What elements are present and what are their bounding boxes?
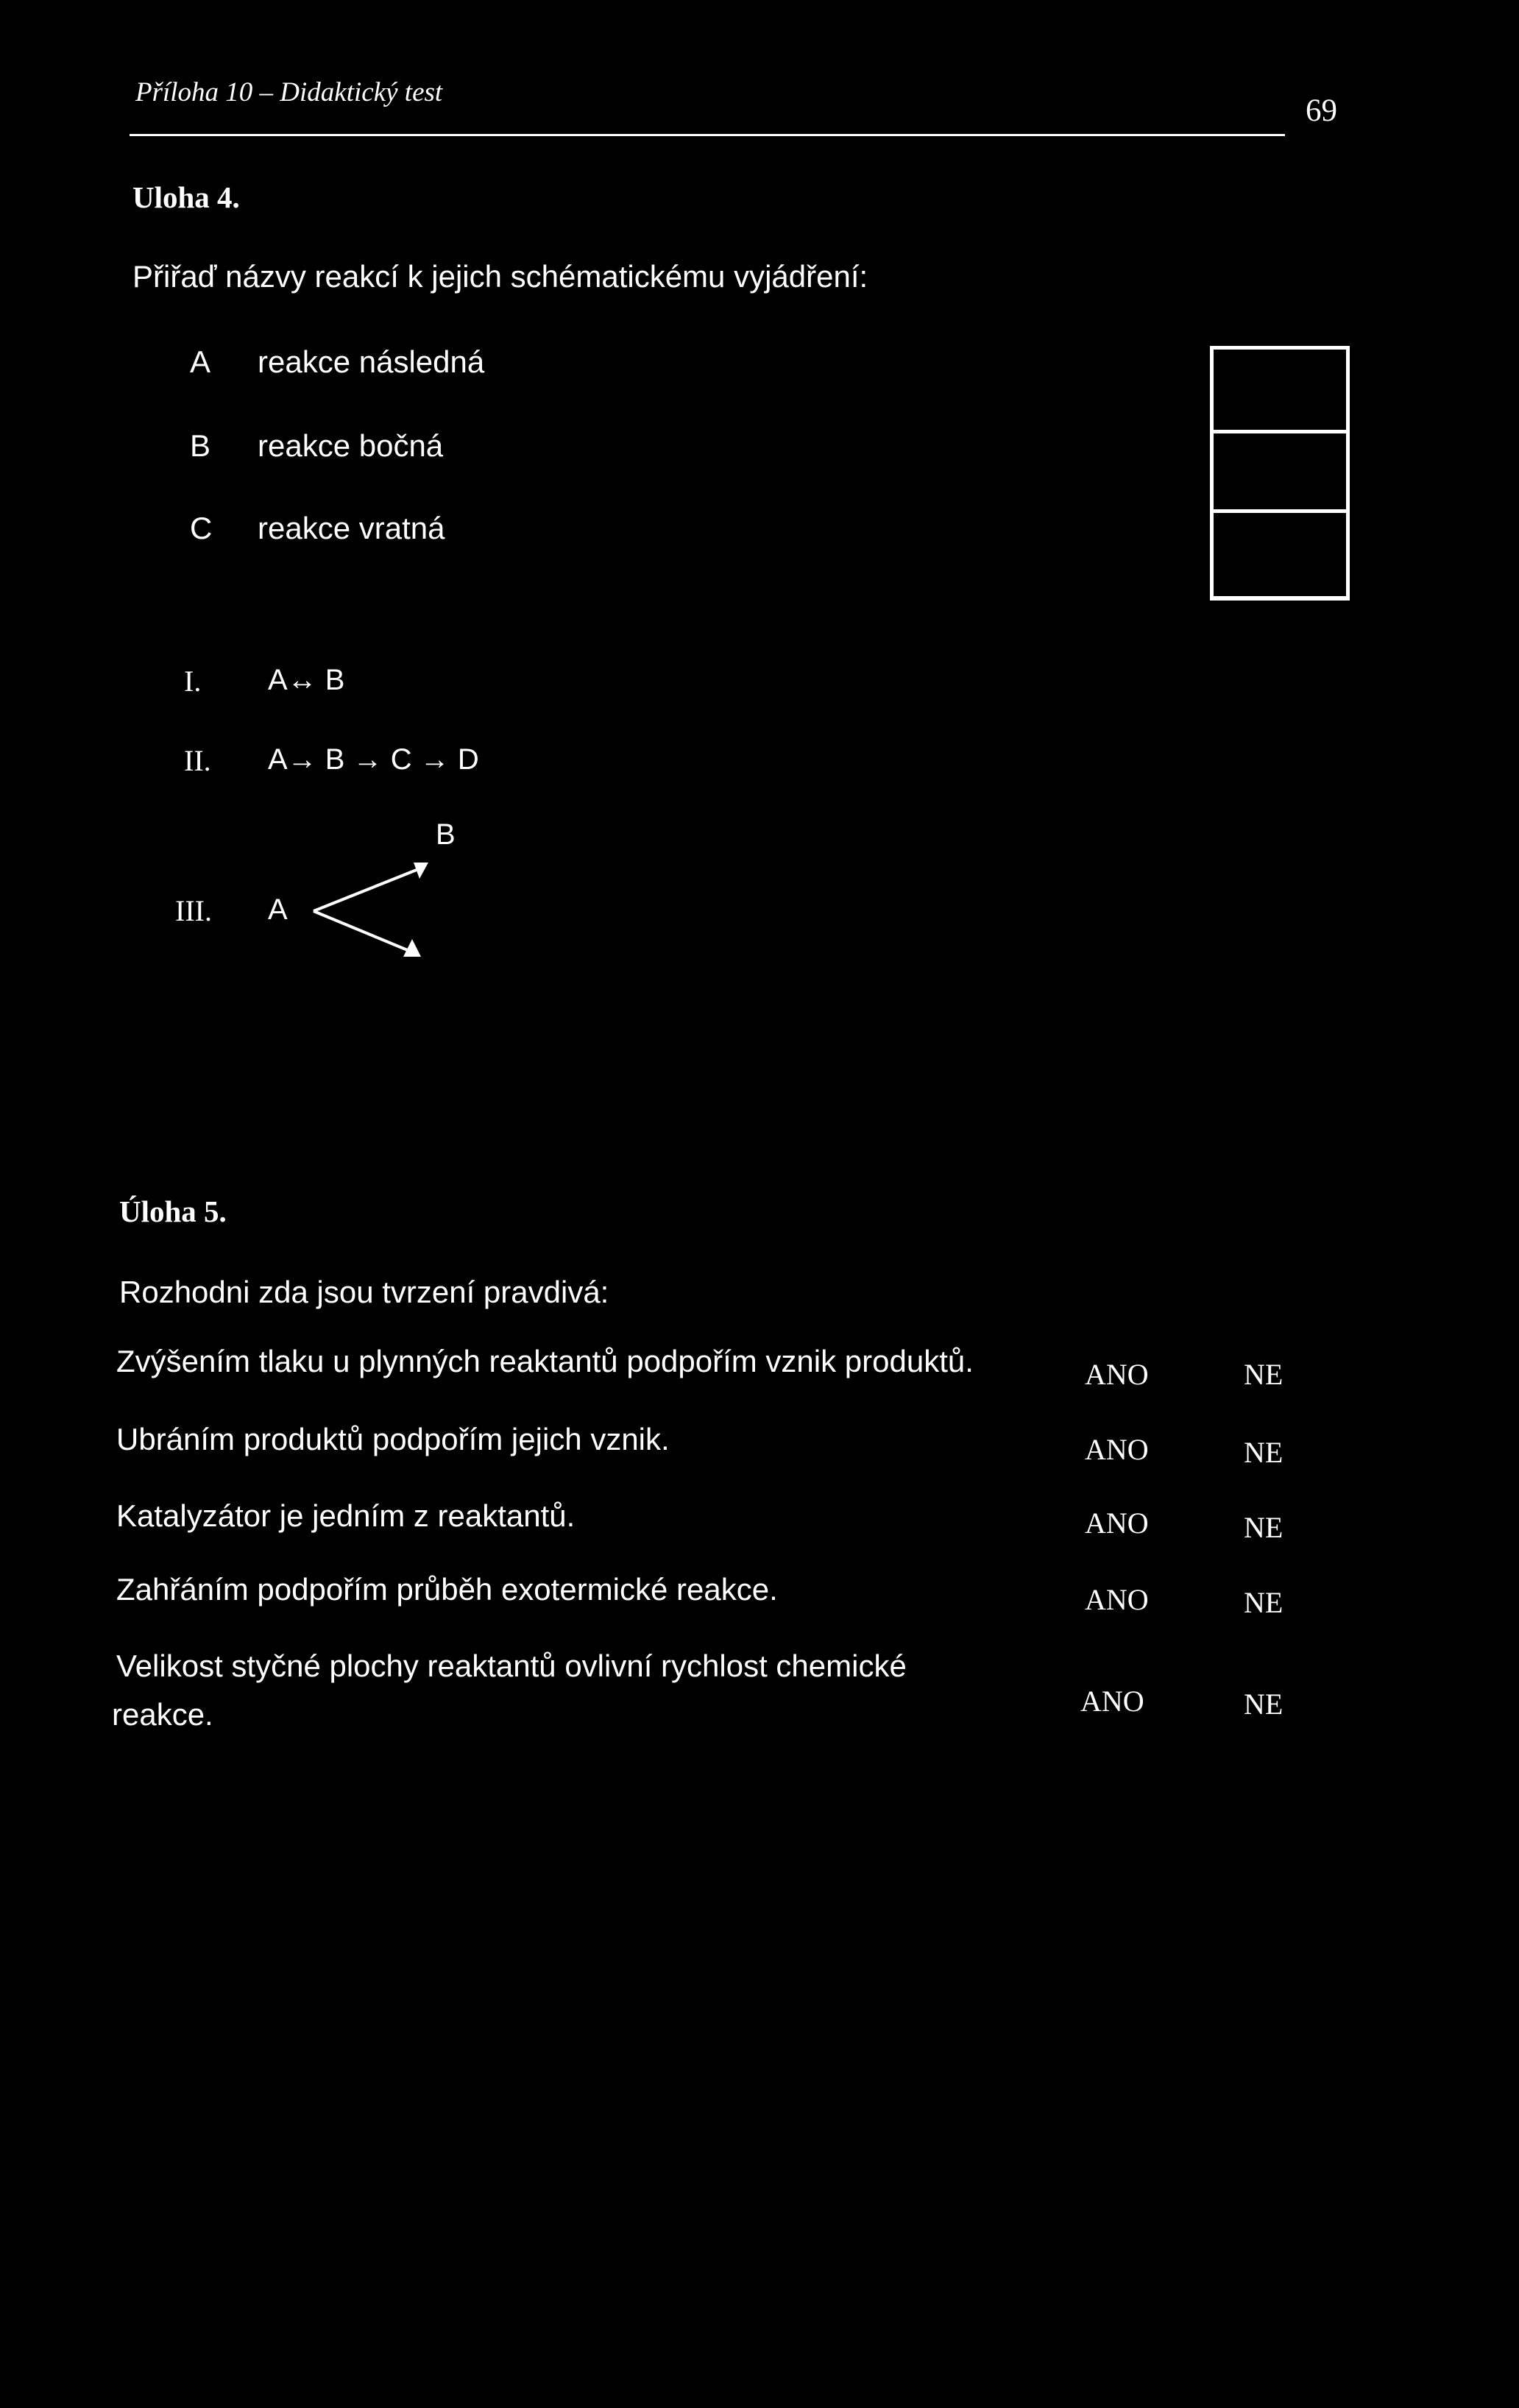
- answer-yes-3[interactable]: ANO: [1085, 1506, 1149, 1540]
- answer-box-bottom: [1210, 596, 1350, 601]
- statement-5-line2: reakce.: [112, 1697, 213, 1732]
- answer-yes-4[interactable]: ANO: [1085, 1583, 1149, 1616]
- answer-box-1[interactable]: [1210, 346, 1350, 433]
- statement-5-line1: Velikost styčné plochy reaktantů ovlivní rychlost chemické: [116, 1649, 907, 1683]
- statement-3: Katalyzátor je jedním z reaktantů.: [116, 1498, 576, 1533]
- answer-no-4[interactable]: NE: [1244, 1586, 1283, 1619]
- option-text-a: reakce následná: [258, 344, 485, 379]
- answer-yes-2[interactable]: ANO: [1085, 1433, 1149, 1466]
- option-letter-c: C: [190, 511, 213, 545]
- page-number: 69: [1306, 93, 1337, 128]
- option-letter-b: B: [190, 428, 211, 463]
- header-rule: [130, 134, 1285, 136]
- option-letter-a: A: [190, 344, 211, 379]
- scheme-consecutive: A→ B → C → D: [268, 743, 479, 776]
- answer-no-3[interactable]: NE: [1244, 1511, 1283, 1544]
- answer-box-3[interactable]: [1210, 509, 1350, 596]
- scheme-reversible: A↔ B: [268, 664, 345, 696]
- answer-box-2[interactable]: [1210, 430, 1350, 512]
- branch-arrows-icon: [309, 860, 434, 963]
- task4-heading: Uloha 4.: [132, 180, 240, 214]
- answer-yes-5[interactable]: ANO: [1080, 1685, 1144, 1718]
- task4-instruction: Přiřaď názvy reakcí k jejich schématickému vyjádření:: [132, 259, 868, 294]
- scheme-label-2: II.: [184, 744, 211, 777]
- option-text-c: reakce vratná: [258, 511, 445, 545]
- statement-2: Ubráním produktů podpořím jejich vznik.: [116, 1422, 670, 1456]
- answer-no-5[interactable]: NE: [1244, 1688, 1283, 1721]
- answer-no-2[interactable]: NE: [1244, 1436, 1283, 1469]
- answer-no-1[interactable]: NE: [1244, 1358, 1283, 1391]
- answer-yes-1[interactable]: ANO: [1085, 1358, 1149, 1391]
- statement-1: Zvýšením tlaku u plynných reaktantů podpořím vznik produktů.: [116, 1344, 974, 1378]
- statement-4: Zahřáním podpořím průběh exotermické reakce.: [116, 1572, 778, 1607]
- scheme-label-1: I.: [184, 665, 202, 698]
- scheme-side-start: A: [268, 893, 288, 926]
- option-text-b: reakce bočná: [258, 428, 444, 463]
- scheme-side-top-label: B: [436, 818, 456, 851]
- task5-instruction: Rozhodni zda jsou tvrzení pravdivá:: [119, 1275, 609, 1309]
- scheme-label-3: III.: [175, 894, 212, 927]
- task5-heading: Úloha 5.: [119, 1194, 227, 1228]
- header-title: Příloha 10 – Didaktický test: [135, 77, 443, 107]
